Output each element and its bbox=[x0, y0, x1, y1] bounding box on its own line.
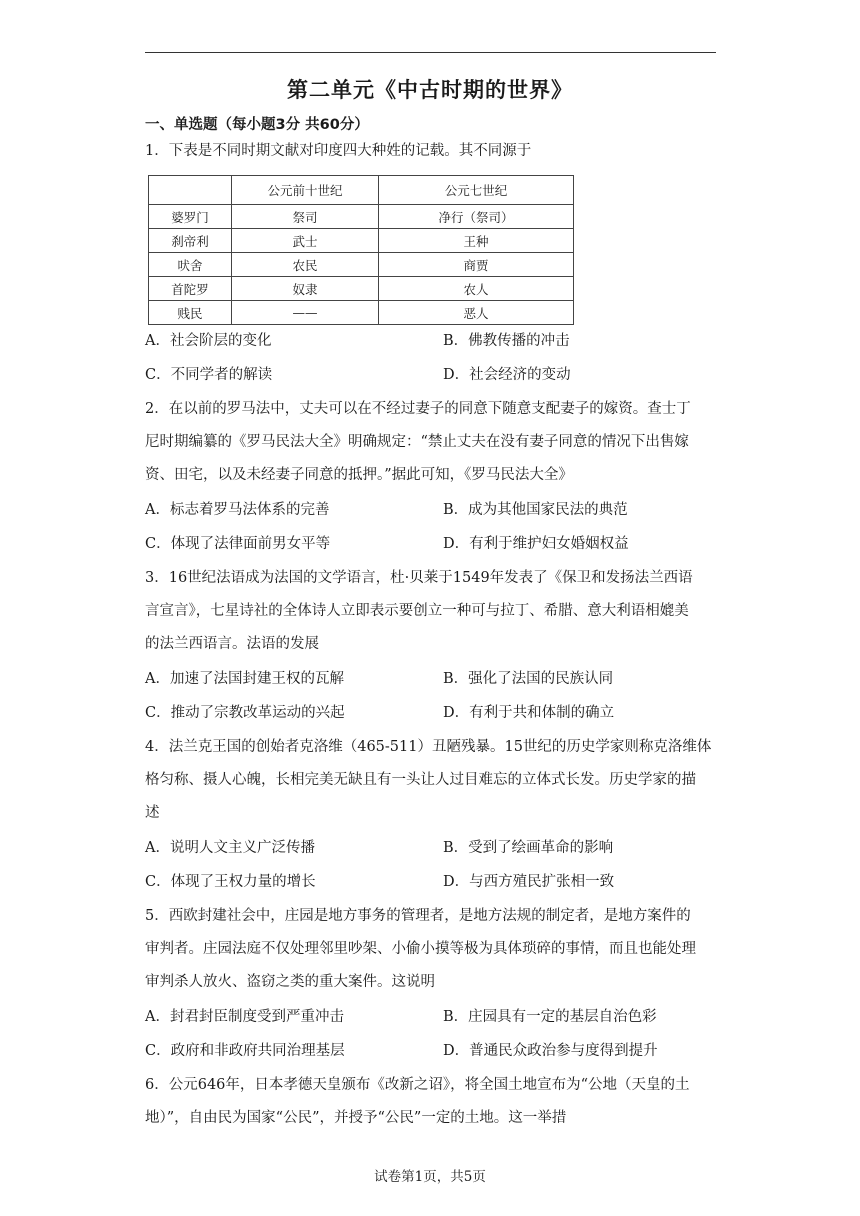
table-cell: 农民 bbox=[232, 253, 379, 277]
question-5-option-d: D．普通民众政治参与度得到提升 bbox=[443, 1043, 658, 1059]
question-1-option-c: C．不同学者的解读 bbox=[145, 367, 273, 383]
question-4-stem-line: 述 bbox=[145, 805, 160, 821]
question-3-stem-line: 言宣言》，七星诗社的全体诗人立即表示要创立一种可与拉丁、希腊、意大利语相媲美 bbox=[145, 603, 689, 619]
table-cell: 武士 bbox=[232, 229, 379, 253]
table-cell: 净行（祭司） bbox=[379, 205, 574, 229]
table-cell: 吠舍 bbox=[149, 253, 232, 277]
table-cell: —— bbox=[232, 301, 379, 325]
question-5-stem-line: 审判杀人放火、盗窃之类的重大案件。这说明 bbox=[145, 974, 435, 990]
question-3-option-a: A．加速了法国封建王权的瓦解 bbox=[145, 671, 344, 687]
question-6-stem-line: 地）”，自由民为国家“公民”，并授予“公民”一定的土地。这一举措 bbox=[145, 1110, 567, 1126]
table-header-row bbox=[149, 176, 574, 205]
question-3-option-d: D．有利于共和体制的确立 bbox=[443, 705, 615, 721]
section-heading: 一、单选题（每小题3分 共60分） bbox=[145, 117, 369, 133]
question-1-option-b: B．佛教传播的冲击 bbox=[443, 333, 570, 349]
question-1-option-a: A．社会阶层的变化 bbox=[145, 333, 272, 349]
table-cell: 农人 bbox=[379, 277, 574, 301]
question-5-stem-line: 审判者。庄园法庭不仅处理邻里吵架、小偷小摸等极为具体琐碎的事情，而且也能处理 bbox=[145, 941, 696, 957]
table-cell: 奴隶 bbox=[232, 277, 379, 301]
table-cell: 贱民 bbox=[149, 301, 232, 325]
question-2-option-d: D．有利于维护妇女婚姻权益 bbox=[443, 536, 629, 552]
question-1-option-d: D．社会经济的变动 bbox=[443, 367, 571, 383]
table-header-cell: 公元七世纪 bbox=[379, 176, 574, 205]
table-row bbox=[149, 253, 574, 277]
caste-table bbox=[148, 175, 574, 325]
question-4-option-c: C．体现了王权力量的增长 bbox=[145, 874, 316, 890]
question-3-option-b: B．强化了法国的民族认同 bbox=[443, 671, 614, 687]
table-header-cell: 公元前十世纪 bbox=[232, 176, 379, 205]
question-4-stem-line: 4．法兰克王国的创始者克洛维（465-511）丑陋残暴。15世纪的历史学家则称克洛维体 bbox=[145, 739, 712, 755]
question-1-stem: 1．下表是不同时期文献对印度四大种姓的记载。其不同源于 bbox=[145, 143, 532, 159]
page-footer: 试卷第1页，共5页 bbox=[374, 1169, 486, 1185]
table-row bbox=[149, 229, 574, 253]
question-3-stem-line: 3．16世纪法语成为法国的文学语言，杜·贝莱于1549年发表了《保卫和发扬法兰西语 bbox=[145, 570, 693, 586]
question-2-option-c: C．体现了法律面前男女平等 bbox=[145, 536, 331, 552]
question-4-option-a: A．说明人文主义广泛传播 bbox=[145, 840, 315, 856]
header-rule bbox=[145, 52, 716, 53]
question-2-stem-line: 尼时期编纂的《罗马民法大全》明确规定：“禁止丈夫在没有妻子同意的情况下出售嫁 bbox=[145, 434, 689, 450]
table-row bbox=[149, 301, 574, 325]
question-2-option-b: B．成为其他国家民法的典范 bbox=[443, 502, 628, 518]
question-2-stem-line: 资、田宅，以及未经妻子同意的抵押。”据此可知，《罗马民法大全》 bbox=[145, 467, 573, 483]
question-4-stem-line: 格匀称、摄人心魄，长相完美无缺且有一头让人过目难忘的立体式长发。历史学家的描 bbox=[145, 772, 696, 788]
page-title: 第二单元《中古时期的世界》 bbox=[287, 78, 573, 102]
question-5-option-b: B．庄园具有一定的基层自治色彩 bbox=[443, 1009, 657, 1025]
question-5-option-a: A．封君封臣制度受到严重冲击 bbox=[145, 1009, 344, 1025]
question-4-option-b: B．受到了绘画革命的影响 bbox=[443, 840, 614, 856]
table-row bbox=[149, 205, 574, 229]
question-2-option-a: A．标志着罗马法体系的完善 bbox=[145, 502, 330, 518]
table-cell: 祭司 bbox=[232, 205, 379, 229]
table-cell: 恶人 bbox=[379, 301, 574, 325]
table-row bbox=[149, 277, 574, 301]
question-5-option-c: C．政府和非政府共同治理基层 bbox=[145, 1043, 345, 1059]
question-3-option-c: C．推动了宗教改革运动的兴起 bbox=[145, 705, 345, 721]
question-3-stem-line: 的法兰西语言。法语的发展 bbox=[145, 636, 319, 652]
table-cell: 刹帝利 bbox=[149, 229, 232, 253]
table-cell: 婆罗门 bbox=[149, 205, 232, 229]
table-header-cell bbox=[149, 176, 232, 205]
table-cell: 商贾 bbox=[379, 253, 574, 277]
table-cell: 首陀罗 bbox=[149, 277, 232, 301]
table-cell: 王种 bbox=[379, 229, 574, 253]
question-2-stem-line: 2．在以前的罗马法中，丈夫可以在不经过妻子的同意下随意支配妻子的嫁资。查士丁 bbox=[145, 401, 691, 417]
question-4-option-d: D．与西方殖民扩张相一致 bbox=[443, 874, 615, 890]
question-5-stem-line: 5．西欧封建社会中，庄园是地方事务的管理者，是地方法规的制定者，是地方案件的 bbox=[145, 908, 691, 924]
question-6-stem-line: 6．公元646年，日本孝德天皇颁布《改新之诏》，将全国土地宣布为“公地（天皇的土 bbox=[145, 1077, 690, 1093]
